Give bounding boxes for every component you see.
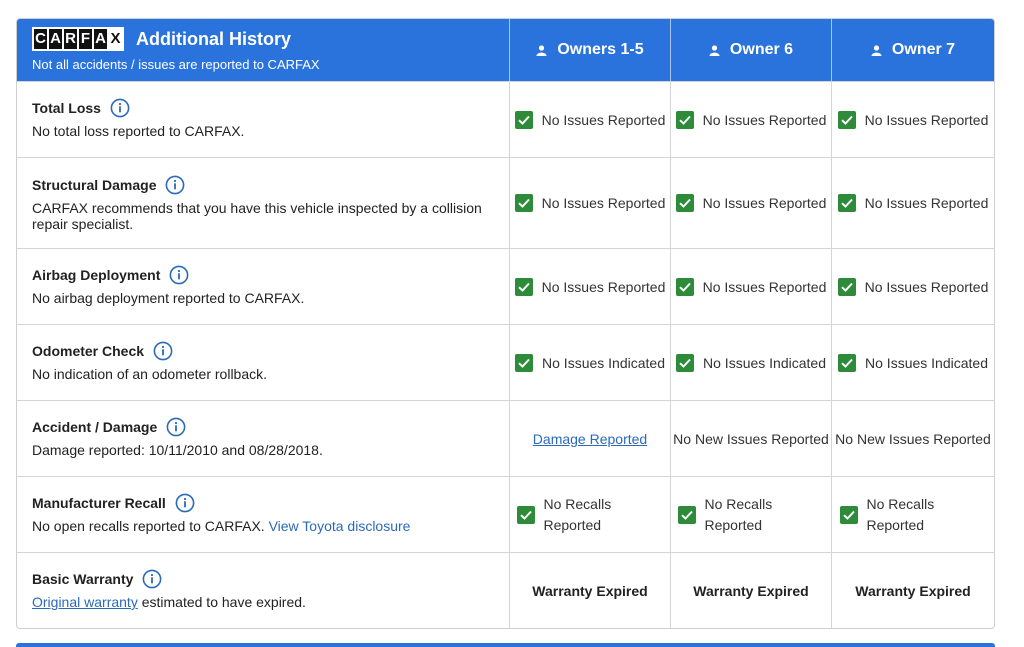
row-description: No total loss reported to CARFAX. [32, 123, 245, 139]
row-title: Odometer Check [32, 343, 145, 359]
checkbox-checked-icon [676, 354, 694, 372]
checkbox-checked-icon [838, 354, 856, 372]
status-cell: Warranty Expired [510, 553, 671, 628]
additional-history-table [16, 18, 995, 629]
info-circle-icon[interactable] [142, 569, 162, 589]
status-cell: No Issues Reported [510, 158, 671, 248]
info-circle-icon[interactable] [165, 175, 185, 195]
status-cell: No Recalls Reported [671, 477, 832, 552]
status-cell: No Issues Indicated [832, 325, 994, 400]
status-cell: No Issues Reported [671, 82, 832, 157]
info-circle-icon[interactable] [169, 265, 189, 285]
header-title-cell [17, 19, 510, 81]
info-circle-icon[interactable] [166, 417, 186, 437]
table-row [17, 248, 994, 324]
person-icon [536, 45, 547, 56]
checkbox-checked-icon [676, 111, 694, 129]
checkbox-checked-icon [676, 278, 694, 296]
table-row [17, 157, 994, 248]
person-icon [709, 45, 720, 56]
table-row [17, 476, 994, 552]
status-cell: No Issues Reported [832, 249, 994, 324]
table-row [17, 552, 994, 628]
row-description: Original warranty estimated to have expired. [32, 594, 306, 610]
header-title: Additional History [136, 28, 292, 49]
table-row [17, 400, 994, 476]
checkbox-checked-icon [676, 194, 694, 212]
owner-column-header: Owners 1-5 [510, 19, 671, 81]
status-cell: No Issues Reported [671, 249, 832, 324]
checkbox-checked-icon [838, 194, 856, 212]
table-header [17, 19, 994, 81]
status-cell: Warranty Expired [671, 553, 832, 628]
row-title: Basic Warranty [32, 571, 134, 587]
status-cell [510, 401, 671, 476]
row-description: CARFAX recommends that you have this vehicle inspected by a collision repair specialist. [32, 200, 482, 232]
checkbox-checked-icon [515, 278, 533, 296]
owner-column-header: Owner 6 [671, 19, 832, 81]
status-cell: No New Issues Reported [835, 430, 991, 447]
row-description: Damage reported: 10/11/2010 and 08/28/2018. [32, 442, 323, 458]
status-cell: No Issues Reported [510, 82, 671, 157]
status-cell: No Issues Reported [832, 158, 994, 248]
row-title: Structural Damage [32, 177, 157, 193]
checkbox-checked-icon [515, 354, 533, 372]
status-cell: No New Issues Reported [671, 401, 832, 476]
status-cell: No Issues Reported [510, 249, 671, 324]
view-toyota-disclosure-link[interactable]: View Toyota disclosure [268, 518, 411, 534]
checkbox-checked-icon [515, 111, 533, 129]
info-circle-icon[interactable] [110, 98, 130, 118]
next-section-header-edge [16, 643, 995, 647]
row-description: No airbag deployment reported to CARFAX. [32, 290, 305, 306]
status-cell: No Recalls Reported [510, 477, 671, 552]
status-cell: Warranty Expired [855, 582, 971, 599]
row-title: Total Loss [32, 100, 101, 116]
header-subtitle: Not all accidents / issues are reported to CARFAX [32, 57, 320, 72]
original-warranty-link[interactable]: Original warranty [32, 594, 138, 610]
info-circle-icon[interactable] [153, 341, 173, 361]
row-title: Airbag Deployment [32, 267, 161, 283]
row-description: No indication of an odometer rollback. [32, 366, 268, 382]
checkbox-checked-icon [517, 506, 535, 524]
checkbox-checked-icon [838, 111, 856, 129]
table-row [17, 81, 994, 157]
owner-column-header: Owner 7 [832, 19, 994, 81]
row-title: Accident / Damage [32, 419, 158, 435]
status-cell: No Issues Indicated [510, 325, 671, 400]
status-cell: No Issues Indicated [671, 325, 832, 400]
status-cell: No Recalls Reported [832, 477, 994, 552]
damage-reported-link[interactable]: Damage Reported [532, 430, 648, 447]
table-row [17, 324, 994, 400]
status-cell: No Issues Reported [832, 82, 994, 157]
carfax-logo: C A R F A X [32, 27, 124, 51]
status-cell: No Issues Reported [671, 158, 832, 248]
info-circle-icon[interactable] [175, 493, 195, 513]
person-icon [871, 45, 882, 56]
checkbox-checked-icon [515, 194, 533, 212]
row-description: No open recalls reported to CARFAX. View Toyota disclosure [32, 518, 411, 534]
checkbox-checked-icon [840, 506, 858, 524]
row-title: Manufacturer Recall [32, 495, 166, 511]
checkbox-checked-icon [838, 278, 856, 296]
checkbox-checked-icon [678, 506, 696, 524]
